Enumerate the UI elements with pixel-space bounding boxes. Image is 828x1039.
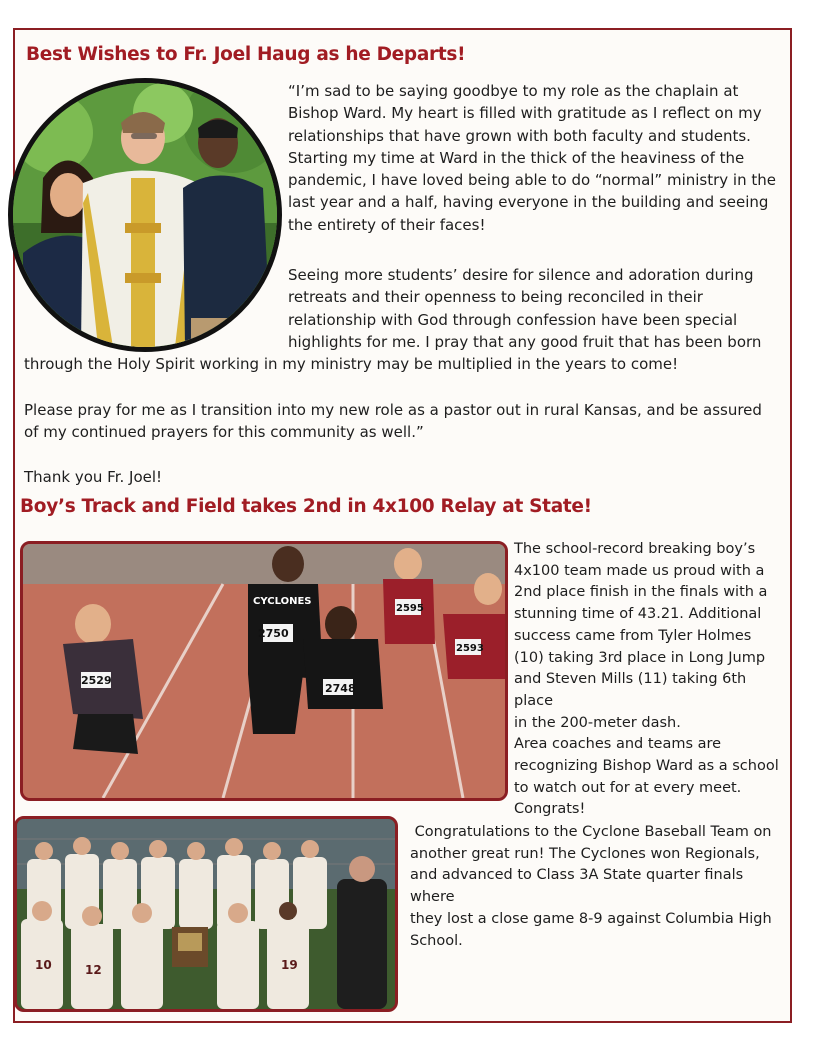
chaplain-paragraph-3 [24, 399, 784, 444]
jersey-number: 12 [85, 963, 102, 977]
text-line: pandemic, I have loved being able to do “normal” ministry in the [288, 171, 776, 190]
text-line: Congrats! [514, 801, 586, 818]
text-line: Please pray for me as I transition into my new role as a pastor out in rural Kansas, and be assured [24, 401, 762, 419]
text-line: 4x100 team made us proud with a [514, 562, 765, 579]
text-line: Seeing more students’ desire for silence and adoration during [288, 266, 754, 284]
baseball-article-text [410, 822, 790, 952]
text-line: 2nd place finish in the finals with a [514, 584, 768, 601]
text-line: “I’m sad to be saying goodbye to my role as the chaplain at [288, 82, 739, 100]
bib-number: 2593 [456, 643, 484, 654]
text-line: to watch out for at every meet. [514, 779, 742, 796]
baseball-team-photo [14, 816, 398, 1012]
jersey-number: 10 [35, 958, 52, 972]
chaplain-quote [288, 80, 788, 236]
article-heading-track: Boy’s Track and Field takes 2nd in 4x100 Relay at State! [20, 496, 592, 517]
text-line: another great run! The Cyclones won Regionals, [410, 845, 760, 862]
text-line: of my continued prayers for this community as well.” [24, 423, 424, 442]
text-line: relationship with God through confession have been special [288, 310, 738, 329]
text-line: Starting my time at Ward in the thick of the heaviness of the [288, 148, 745, 167]
bib-number: 2748 [325, 682, 356, 695]
chaplain-thanks: Thank you Fr. Joel! [24, 468, 163, 486]
text-line: Congratulations to the Cyclone Baseball Team on [410, 824, 772, 840]
text-line: success came from Tyler Holmes [514, 627, 752, 644]
text-line: in the 200-meter dash. [514, 714, 681, 731]
bib-number: 2595 [396, 603, 424, 614]
chaplain-paragraph-2-end: through the Holy Spirit working in my ministry may be multiplied in the years to come! [24, 355, 679, 373]
chaplain-paragraph-2 [288, 264, 778, 353]
text-line: and advanced to Class 3A State quarter finals where [410, 867, 744, 906]
text-line: retreats and their openness to being reconciled in their [288, 288, 703, 307]
chaplain-photo [8, 78, 282, 352]
text-line: recognizing Bishop Ward as a school [514, 758, 779, 775]
text-line: Bishop Ward. My heart is filled with gratitude as I reflect on my [288, 104, 762, 123]
text-line: the entirety of their faces! [288, 215, 486, 234]
track-relay-photo [20, 541, 508, 801]
article-heading-chaplain: Best Wishes to Fr. Joel Haug as he Departs! [26, 44, 466, 65]
text-line: (10) taking 3rd place in Long Jump [514, 649, 766, 666]
track-article-text [514, 539, 784, 821]
jersey-number: 19 [281, 958, 298, 972]
jersey-text: CYCLONES [253, 596, 312, 607]
bib-number: 2529 [81, 674, 112, 687]
bib-number: 2750 [258, 627, 289, 640]
text-line: Area coaches and teams are [514, 736, 722, 753]
text-line: and Steven Mills (11) taking 6th place [514, 671, 747, 709]
text-line: they lost a close game 8-9 against Columbia High [410, 910, 772, 927]
text-line: The school-record breaking boy’s [514, 541, 756, 557]
text-line: last year and a half, having everyone in the building and seeing [288, 193, 769, 212]
text-line: highlights for me. I pray that any good fruit that has been born [288, 332, 762, 351]
text-line: School. [410, 932, 463, 949]
text-line: relationships that have grown with both faculty and students. [288, 126, 751, 145]
text-line: stunning time of 43.21. Additional [514, 606, 762, 623]
